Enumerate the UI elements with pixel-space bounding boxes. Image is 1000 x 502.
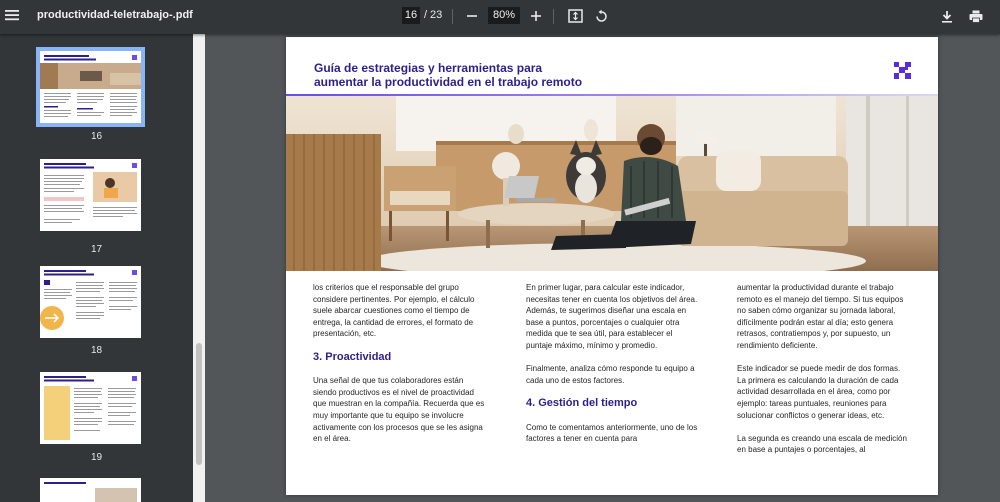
- zoom-level-input[interactable]: 80%: [488, 7, 520, 24]
- paragraph: Este indicador se puede medir de dos formas. La primera es calculando la duración de cada actividad desarrollada en el área, como por ejemplo: tareas puntuales, reuniones para solucionar conflictos o generar ideas, etc.: [737, 364, 901, 420]
- zoom-out-icon[interactable]: [465, 9, 479, 23]
- thumbnail-page-18[interactable]: [40, 266, 141, 338]
- paragraph: Como te comentamos anteriormente, uno de los factores a tener en cuenta para: [526, 422, 698, 444]
- thumbnail-sidebar: [0, 34, 193, 502]
- toolbar-divider: [553, 9, 554, 24]
- paragraph: aumentar la productividad durante el trabajo remoto es el manejo del tiempo. Si tus equipos no saben cómo organizar su jornada laboral, difícilmente podrán estar al día; esto genera retrasos, contratiempos y, por supuesto, un rendimiento deficiente.: [737, 283, 904, 350]
- thumbnail-page-17[interactable]: [40, 159, 141, 231]
- thumbnail-number: 16: [90, 131, 103, 142]
- section-heading: 3. Proactividad: [313, 350, 392, 363]
- thumbnail-number: 17: [90, 244, 103, 255]
- paragraph: Finalmente, analiza cómo responde tu equipo a cada uno de estos factores.: [526, 364, 695, 385]
- sidebar-scrollbar-thumb[interactable]: [196, 343, 202, 465]
- download-icon[interactable]: [940, 8, 954, 24]
- zoom-in-icon[interactable]: [529, 9, 543, 23]
- thumbnail-page-20[interactable]: [40, 478, 141, 502]
- text-column-2: [526, 282, 698, 456]
- page-title: Guía de estrategias y herramientas para aumentar la productividad en el trabajo remoto: [314, 61, 583, 89]
- document-title: productividad-teletrabajo-.pdf: [37, 9, 193, 21]
- logo-icon: [894, 62, 911, 79]
- paragraph: La segunda es creando una escala de medición en base a puntajes o porcentajes, al: [737, 433, 907, 455]
- header-photo: [286, 96, 938, 271]
- thumbnail-number: 18: [90, 345, 103, 356]
- page-separator: /: [424, 9, 428, 21]
- text-column-3: [737, 282, 909, 468]
- menu-icon[interactable]: [5, 8, 19, 22]
- page-number-input[interactable]: 16: [402, 7, 420, 24]
- paragraph: En primer lugar, para calcular este indicador, necesitas tener en cuenta los objetivos del área. Además, te sugerimos diseñar una escala en base a puntos, porcentajes o cualquier otra medida que te sea útil, para establecer el puntaje máximo, mínimo y promedio.: [526, 283, 698, 350]
- thumbnail-number: 19: [90, 452, 103, 463]
- fit-page-icon[interactable]: [567, 8, 583, 24]
- toolbar-divider: [452, 9, 453, 24]
- paragraph: los criterios que el responsable del grupo considere pertinentes. Por ejemplo, el cálculo suele abarcar cuestiones como el tiempo de entrega, la cantidad de errores, el formato de presentación, etc.: [313, 283, 475, 339]
- rotate-icon[interactable]: [593, 8, 609, 24]
- paragraph: Una señal de que tus colaboradores están siendo productivos es el nivel de proactividad que muestran en la compañía. Recuerda que es muy importante que tu equipo se involucre activamente con los procesos que se les asigna en el área.: [313, 376, 485, 444]
- thumbnail-page-19[interactable]: [40, 372, 141, 444]
- page-total: 23: [430, 9, 443, 21]
- text-column-1: [313, 282, 485, 456]
- pdf-page: [286, 37, 938, 495]
- print-icon[interactable]: [968, 8, 984, 24]
- thumbnail-page-16[interactable]: [40, 51, 141, 123]
- section-heading: 4. Gestión del tiempo: [526, 396, 638, 409]
- toolbar: [0, 0, 1000, 34]
